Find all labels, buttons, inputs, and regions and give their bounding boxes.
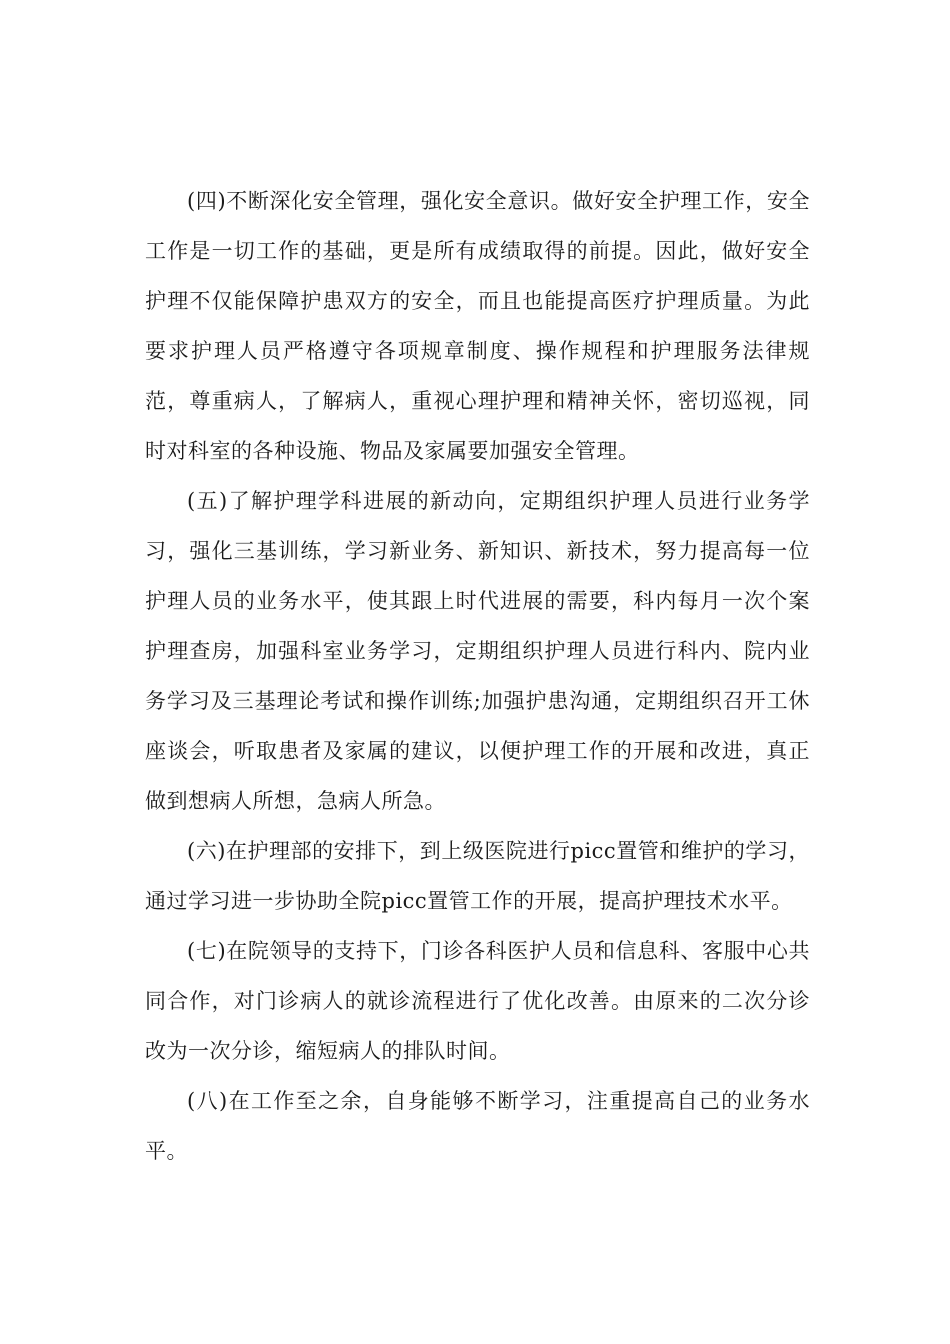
document-body bbox=[145, 176, 810, 1176]
paragraph-self-study: (八)在工作至之余，自身能够不断学习，注重提高自己的业务水平。 bbox=[145, 1089, 810, 1163]
paragraph-professional-learning: (五)了解护理学科进展的新动向，定期组织护理人员进行业务学习，强化三基训练，学习新业务、新知识、新技术，努力提高每一位护理人员的业务水平，使其跟上时代进展的需要，科内每月一次个案护理查房，加强科室业务学习，定期组织护理人员进行科内、院内业务学习及三基理论考试和操作训练;加强护患沟通，定期组织召开工休座谈会，听取患者及家属的建议，以便护理工作的开展和改进，真正做到想病人所想，急病人所急。 bbox=[145, 489, 810, 813]
paragraph-picc-training: (六)在护理部的安排下，到上级医院进行picc置管和维护的学习，通过学习进一步协助全院picc置管工作的开展，提高护理技术水平。 bbox=[145, 839, 810, 913]
paragraph-safety-management: (四)不断深化安全管理，强化安全意识。做好安全护理工作，安全工作是一切工作的基础，更是所有成绩取得的前提。因此，做好安全护理不仅能保障护患双方的安全，而且也能提高医疗护理质量。为此要求护理人员严格遵守各项规章制度、操作规程和护理服务法律规范，尊重病人，了解病人，重视心理护理和精神关怀，密切巡视，同时对科室的各种设施、物品及家属要加强安全管理。 bbox=[145, 189, 810, 463]
paragraph-outpatient-process: (七)在院领导的支持下，门诊各科医护人员和信息科、客服中心共同合作，对门诊病人的就诊流程进行了优化改善。由原来的二次分诊改为一次分诊，缩短病人的排队时间。 bbox=[145, 939, 810, 1063]
